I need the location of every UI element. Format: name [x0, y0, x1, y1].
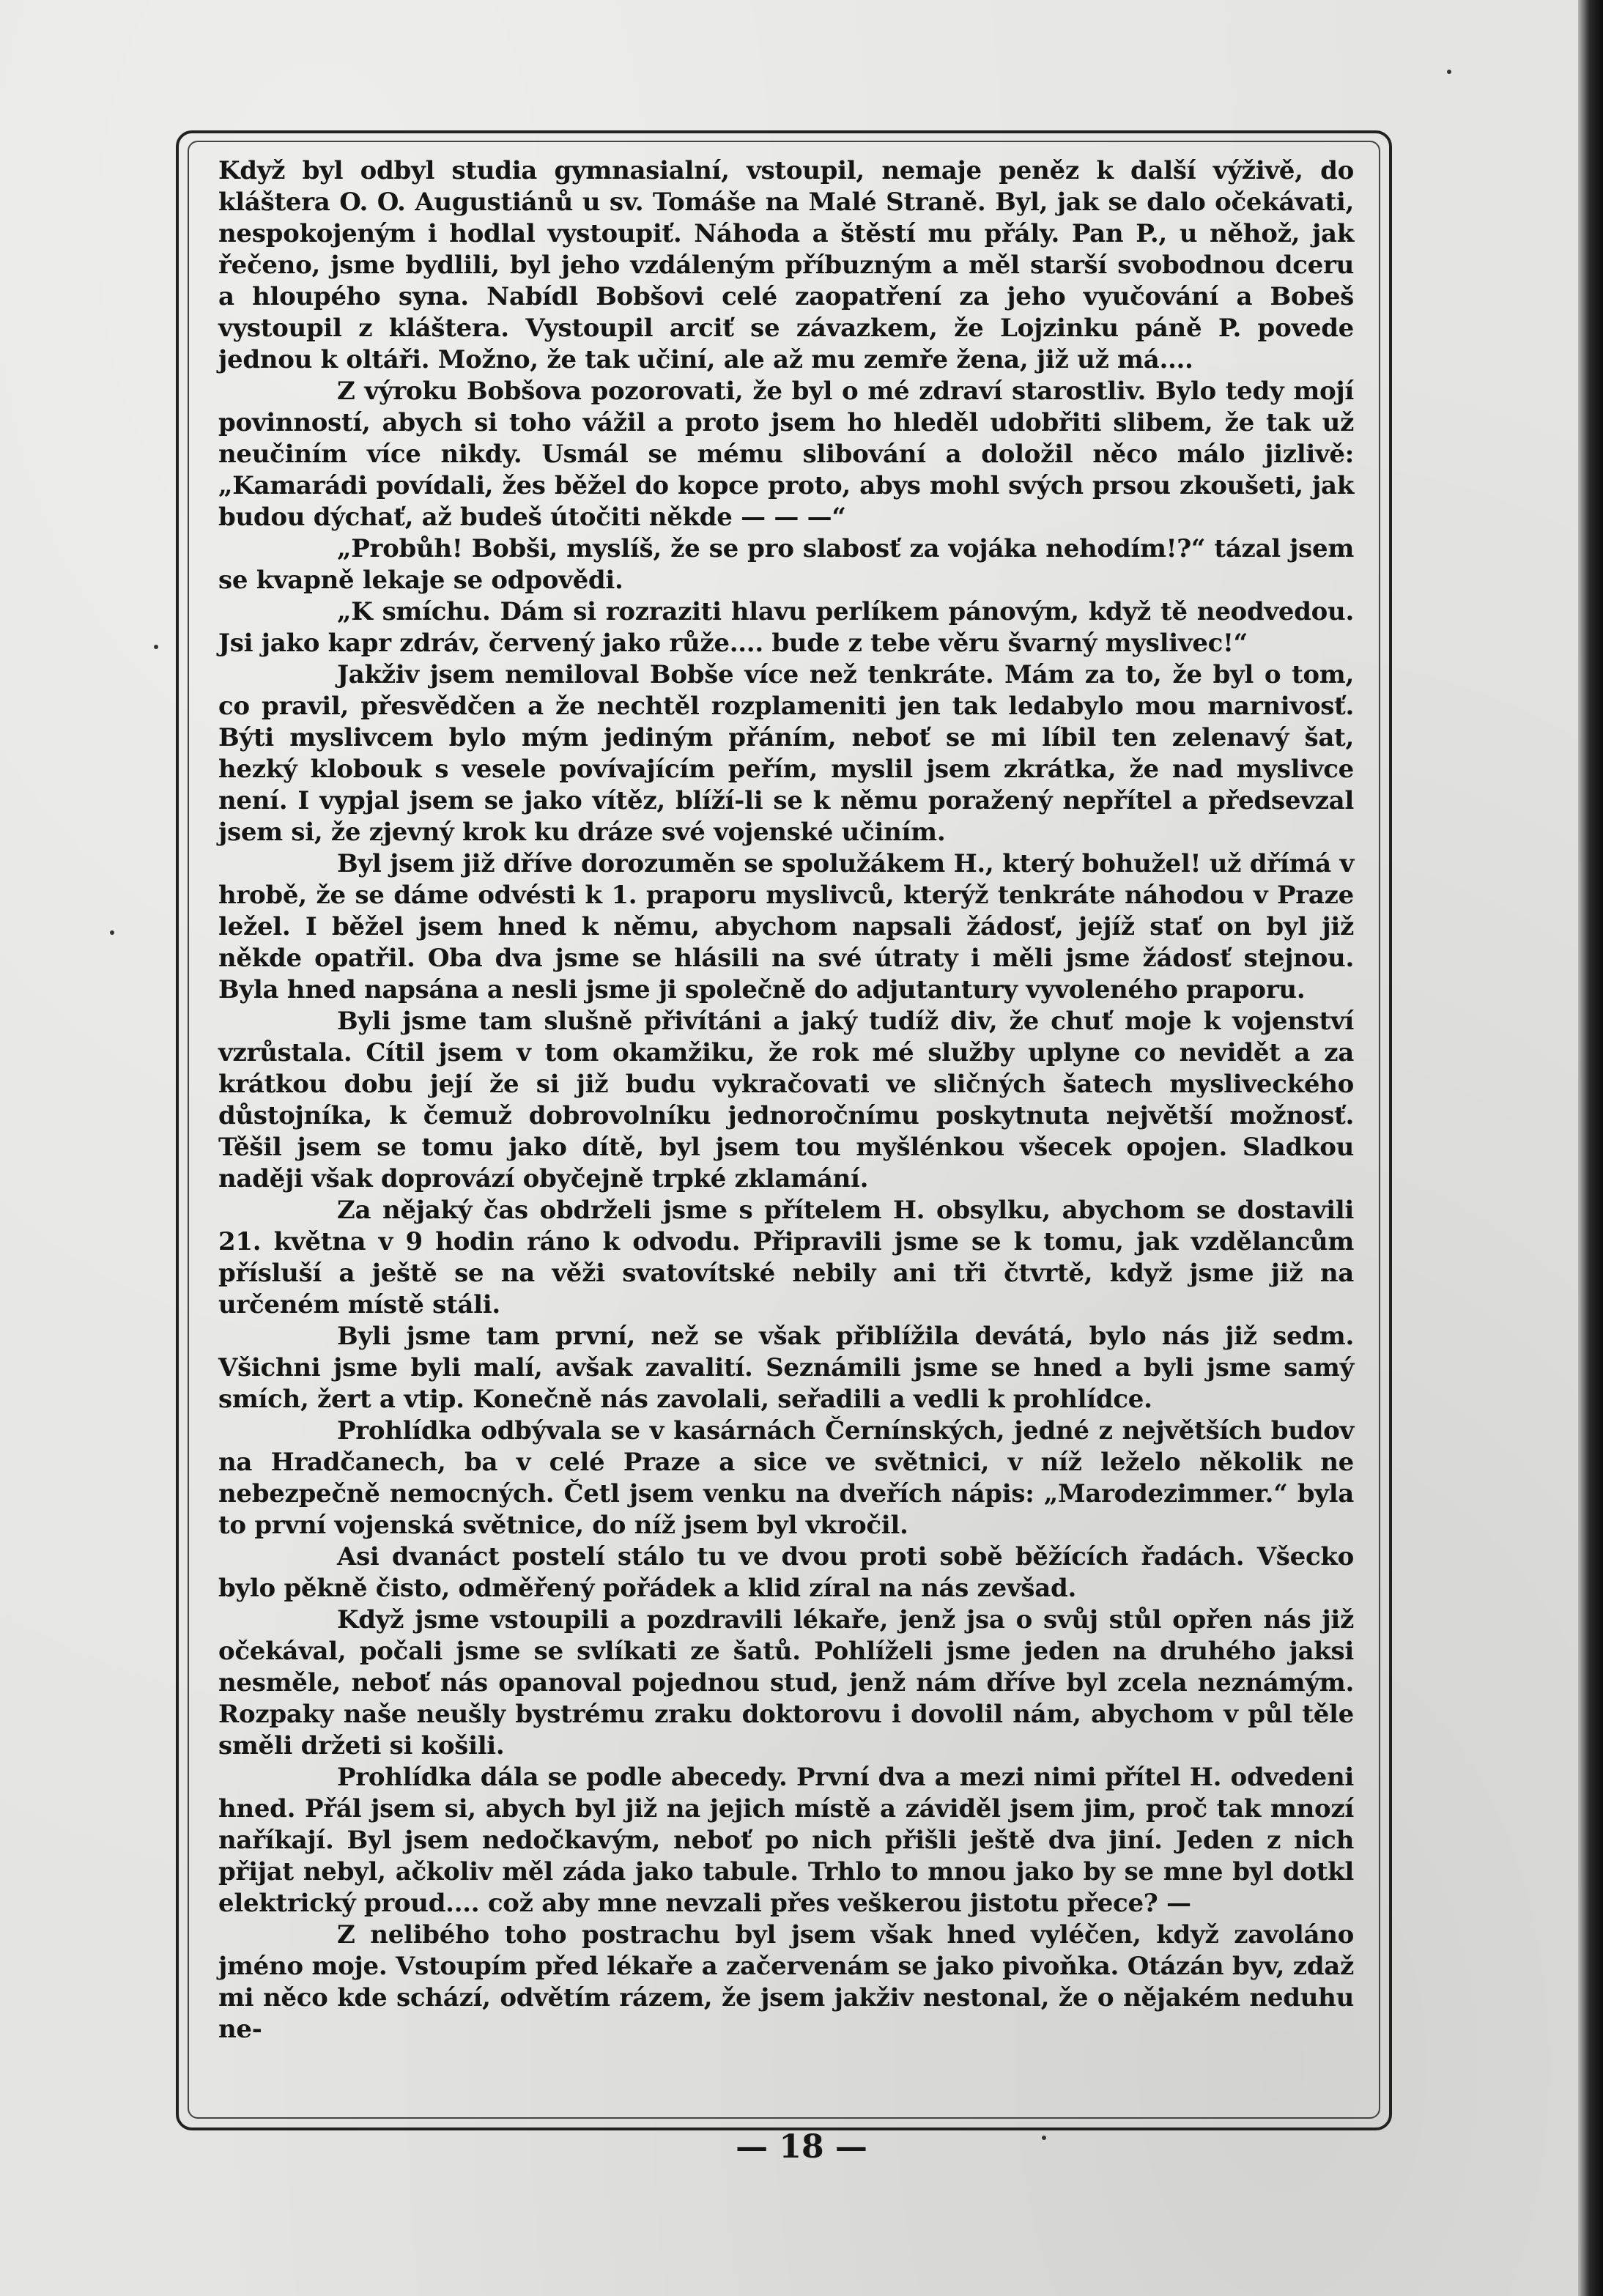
scan-speck [154, 645, 158, 649]
paragraph-5: Jakživ jsem nemiloval Bobše více než tenkráte. Mám za to, že byl o tom, co pravil, přesvědčen a že nechtěl rozplameniti jen tak ledabylo mou marnivosť. Býti myslivcem bylo mým jediným přáním, neboť se mi líbil ten zelenavý šat, hezký klobouk s vesele povívajícím peřím, myslil jsem zkrátka, že nad myslivce není. I vypjal jsem se jako vítěz, blíží-li se k němu poražený nepřítel a předsevzal jsem si, že zjevný krok ku dráze své vojenské učiním. [218, 660, 1354, 847]
paragraph-7: Byli jsme tam slušně přivítáni a jaký tudíž div, že chuť moje k vojenství vzrůstala. Cítil jsem v tom okamžiku, že rok mé služby uplyne co nevidět a za krátkou dobu její že si již budu vykračovati ve sličných šatech mysliveckého důstojníka, k čemuž dobrovolníku jednoročnímu poskytnuta největší možnosť. Těšil jsem se tomu jako dítě, byl jsem tou myšlénkou všecek opojen. Sladkou naději však doprovází obyčejně trpké zklamání. [218, 1007, 1354, 1193]
scan-speck [110, 930, 114, 935]
paragraph-14: Z nelibého toho postrachu byl jsem však hned vyléčen, když zavoláno jméno moje. Vstoupím před lékaře a začervenám se jako pivoňka. Otázán byv, zdaž mi něco kde schází, odvětím rázem, že jsem jakživ nestonal, že o nějakém neduhu ne- [218, 1920, 1354, 2044]
paragraph-11: Asi dvanáct postelí stálo tu ve dvou proti sobě běžících řadách. Všecko bylo pěkně čisto, odměřený pořádek a klid zíral na nás zevšad. [218, 1542, 1354, 1603]
paragraph-9: Byli jsme tam první, než se však přiblížila devátá, bylo nás již sedm. Všichni jsme byli malí, avšak zavalití. Seznámili jsme se hned a byli jsme samý smích, žert a vtip. Konečně nás zavolali, seřadili a vedli k prohlídce. [218, 1322, 1354, 1414]
paragraph-6: Byl jsem již dříve dorozuměn se spolužákem H., který bohužel! už dřímá v hrobě, že se dáme odvésti k 1. praporu myslivců, kterýž tenkráte náhodou v Praze ležel. I běžel jsem hned k němu, abychom napsali žádosť, jejíž stať on byl již někde opatřil. Oba dva jsme se hlásili na své útraty i měli jsme žádosť stejnou. Byla hned napsána a nesli jsme ji společně do adjutantury vyvoleného praporu. [218, 849, 1354, 1004]
body-text [218, 155, 1354, 2045]
book-spine-edge [1578, 0, 1603, 2296]
scan-speck [1447, 70, 1451, 74]
paragraph-8: Za nějaký čas obdrželi jsme s přítelem H. obsylku, abychom se dostavili 21. května v 9 hodin ráno k odvodu. Připravili jsme se k tomu, jak vzdělancům přísluší a ještě se na věži svatovítské nebily ani tři čtvrtě, když jsme již na určeném místě stáli. [218, 1196, 1354, 1319]
paragraph-12: Když jsme vstoupili a pozdravili lékaře, jenž jsa o svůj stůl opřen nás již očekával, počali jsme se svlíkati ze šatů. Pohlíželi jsme jeden na druhého jaksi nesměle, neboť nás opanoval pojednou stud, jenž nám dříve byl zcela neznámým. Rozpaky naše neušly bystrému zraku doktorovu i dovolil nám, abychom v půl těle směli držeti si košili. [218, 1605, 1354, 1760]
paragraph-3: „Probůh! Bobši, myslíš, že se pro slabosť za vojáka nehodím!?“ tázal jsem se kvapně lekaje se odpovědi. [218, 534, 1354, 595]
scan-speck [1042, 2136, 1046, 2140]
paragraph-2: Z výroku Bobšova pozorovati, že byl o mé zdraví starostliv. Bylo tedy mojí povinností, abych si toho vážil a proto jsem ho hleděl udobřiti slibem, že tak už neučiním více nikdy. Usmál se mému slibování a doložil něco málo jizlivě: „Kamarádi povídali, žes běžel do kopce proto, abys mohl svých prsou zkoušeti, jak budou dýchať, až budeš útočiti někde — — —“ [218, 377, 1354, 532]
paragraph-1: Když byl odbyl studia gymnasialní, vstoupil, nemaje peněz k další výživě, do kláštera O. O. Augustiánů u sv. Tomáše na Malé Straně. Byl, jak se dalo očekávati, nespokojeným i hodlal vystoupiť. Náhoda a štěstí mu přály. Pan P., u něhož, jak řečeno, jsme bydlili, byl jeho vzdáleným příbuzným a měl starší svobodnou dceru a hloupého syna. Nabídl Bobšovi celé zaopatření za jeho vyučování a Bobeš vystoupil z kláštera. Vystoupil arciť se závazkem, že Lojzinku páně P. povede jednou k oltáři. Možno, že tak učiní, ale až mu zemře žena, již už má.... [218, 156, 1354, 374]
paragraph-10: Prohlídka odbývala se v kasárnách Černínských, jedné z největších budov na Hradčanech, ba v celé Praze a sice ve světnici, v níž leželo několik ne nebezpečně nemocných. Četl jsem venku na dveřích nápis: „Marodezimmer.“ byla to první vojenská světnice, do níž jsem byl vkročil. [218, 1416, 1354, 1540]
paragraph-13: Prohlídka dála se podle abecedy. První dva a mezi nimi přítel H. odvedeni hned. Přál jsem si, abych byl již na jejich místě a záviděl jsem jim, proč tak mnozí naříkají. Byl jsem nedočkavým, neboť po nich přišli ještě dva jiní. Jeden z nich přijat nebyl, ačkoliv měl záda jako tabule. Trhlo to mnou jako by se mne byl dotkl elektrický proud.... což aby mne nevzali přes veškerou jistotu přece? — [218, 1763, 1354, 1918]
page-number: — 18 — [736, 2128, 867, 2166]
paragraph-4: „K smíchu. Dám si rozraziti hlavu perlíkem pánovým, když tě neodvedou. Jsi jako kapr zdráv, červený jako růže.... bude z tebe věru švarný myslivec!“ [218, 597, 1354, 658]
